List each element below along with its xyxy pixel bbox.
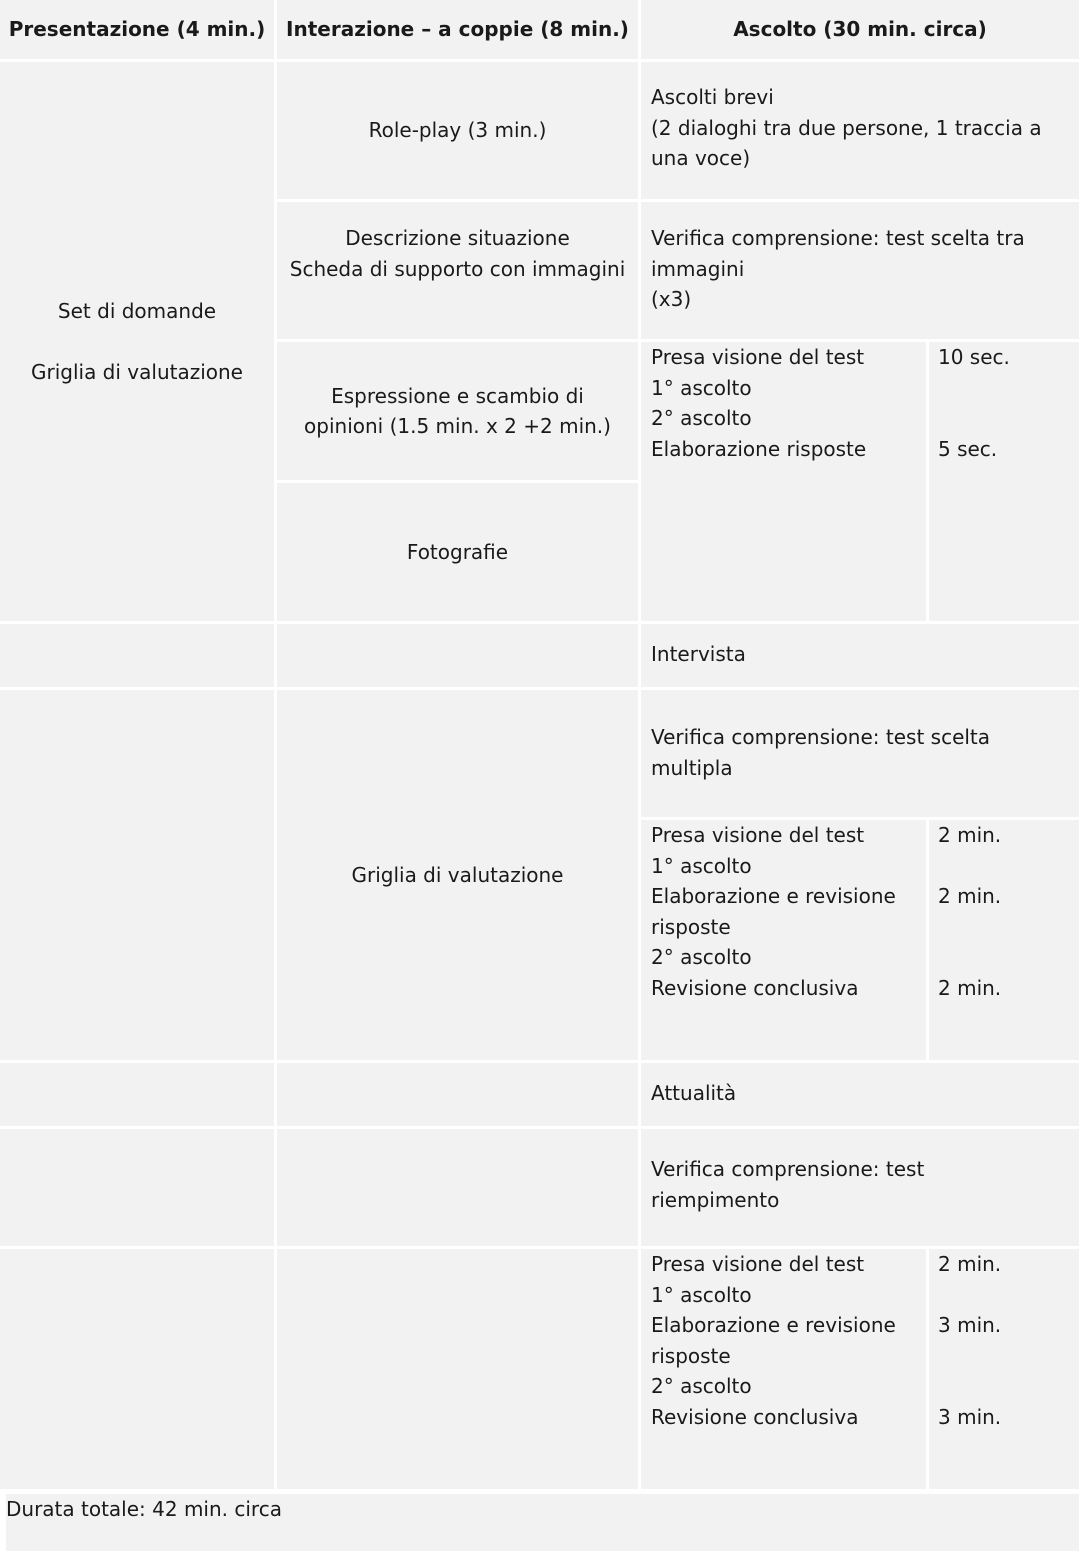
presentazione-cell [0,62,274,621]
attualita-cell: Attualità [641,1063,1079,1126]
header-ascolto: Ascolto (30 min. circa) [641,0,1079,59]
intervista-cell: Intervista [641,624,1079,687]
verifica-immagini-cell: Verifica comprensione: test scelta tra immagini (x3) [641,202,1079,339]
presentazione-empty-3 [0,1063,274,1126]
presentazione-empty-2 [0,690,274,1060]
set-domande-label: Set di domande [57,298,217,323]
interazione-empty-1 [277,624,638,687]
fasi-1-times-cell: 10 sec. 5 sec. [929,342,1079,621]
interazione-empty-4 [277,1249,638,1489]
griglia-valutazione-label: Griglia di valutazione [30,360,243,384]
role-play-cell: Role-play (3 min.) [277,62,638,199]
espressione-opinioni-cell: Espressione e scambio di opinioni (1.5 min. x 2 +2 min.) [277,342,638,480]
presentazione-empty-1 [0,624,274,687]
durata-totale-footer: Durata totale: 42 min. circa [6,1494,1079,1551]
interazione-empty-3 [277,1129,638,1246]
fasi-2-steps-cell: Presa visione del test 1° ascolto Elaborazione e revisione risposte 2° ascolto Revisione conclusiva [641,820,926,1060]
fasi-3-times-cell: 2 min. 3 min. 3 min. [929,1249,1079,1489]
header-interazione: Interazione – a coppie (8 min.) [277,0,638,59]
header-presentazione: Presentazione (4 min.) [0,0,274,59]
verifica-multipla-cell: Verifica comprensione: test scelta multipla [641,690,1079,817]
descrizione-situazione-cell: Descrizione situazione Scheda di supporto con immagini [277,202,638,339]
verifica-riempimento-cell: Verifica comprensione: test riempimento [641,1129,1079,1246]
presentazione-empty-5 [0,1249,274,1489]
fasi-3-steps-cell: Presa visione del test 1° ascolto Elaborazione e revisione risposte 2° ascolto Revisione conclusiva [641,1249,926,1489]
fasi-1-steps-cell: Presa visione del test 1° ascolto 2° ascolto Elaborazione risposte [641,342,926,621]
griglia-valutazione-cell: Griglia di valutazione [277,690,638,1060]
presentazione-empty-4 [0,1129,274,1246]
ascolti-brevi-cell: Ascolti brevi (2 dialoghi tra due persone, 1 traccia a una voce) [641,62,1079,199]
fotografie-cell: Fotografie [277,483,638,621]
fasi-2-times-cell: 2 min. 2 min. 2 min. [929,820,1079,1060]
interazione-empty-2 [277,1063,638,1126]
